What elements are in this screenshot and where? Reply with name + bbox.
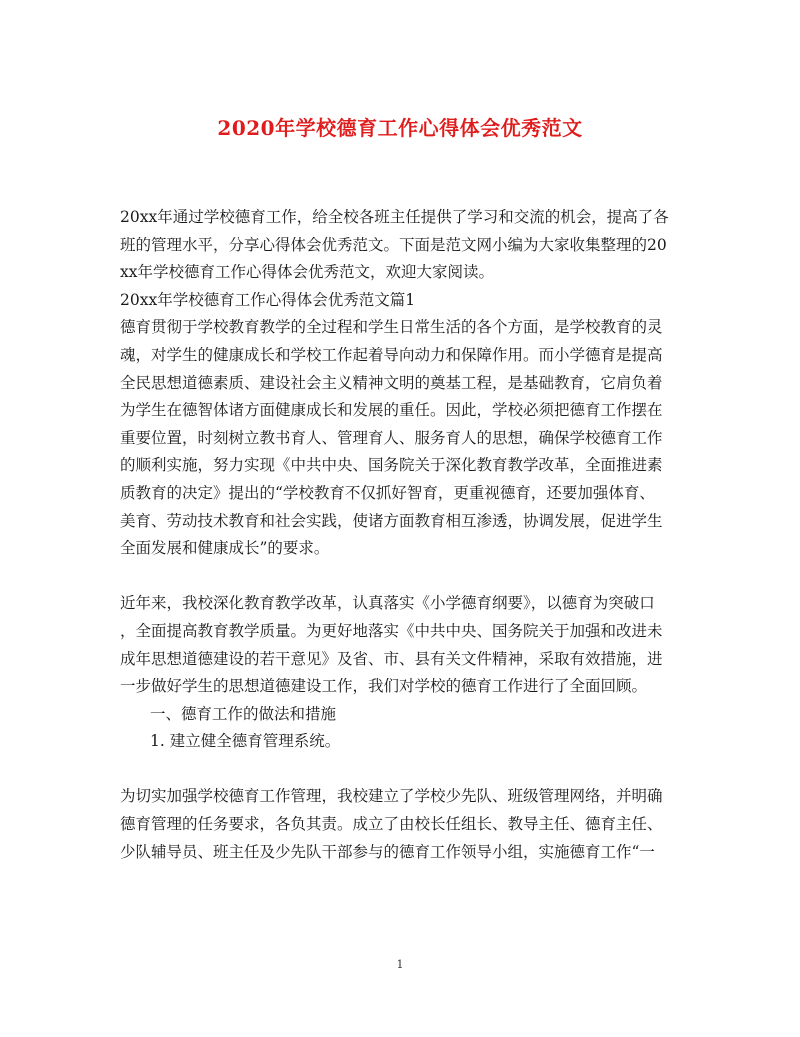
text-line: 班的管理水平，分享心得体会优秀范文。下面是范文网小编为大家收集整理的20 (120, 235, 667, 254)
text-line: 成年思想道德建设的若干意见》及省、市、县有关文件精神，采取有效措施，进 (120, 649, 663, 668)
text-line: 德育管理的任务要求，各负其责。成立了由校长任组长、教导主任、德育主任、 (120, 815, 663, 834)
paragraph-gap (120, 563, 682, 591)
text-line: 一、德育工作的做法和措施 (150, 704, 337, 723)
text-line: 全民思想道德素质、建设社会主义精神文明的奠基工程，是基础教育，它肩负着 (120, 373, 663, 392)
text-line: 1. 建立健全德育管理系统。 (150, 732, 341, 751)
text-line: 重要位置，时刻树立教书育人、管理育人、服务育人的思想，确保学校德育工作 (120, 428, 663, 447)
document-title: 2020年学校德育工作心得体会优秀范文 (217, 116, 583, 140)
text-line: 美育、劳动技术教育和社会实践，使诸方面教育相互渗透，协调发展，促进学生 (120, 511, 663, 530)
text-line: 全面发展和健康成长”的要求。 (120, 539, 330, 558)
paragraph-gap (120, 756, 682, 784)
text-line: 为切实加强学校德育工作管理，我校建立了学校少先队、班级管理网络，并明确 (120, 787, 663, 806)
page-number: 1 (396, 958, 404, 971)
text-line: 一步做好学生的思想道德建设工作，我们对学校的德育工作进行了全面回顾。 (120, 677, 648, 696)
text-line: 少队辅导员、班主任及少先队干部参与的德育工作领导小组，实施德育工作“一 (120, 842, 655, 861)
text-line: xx年学校德育工作心得体会优秀范文，欢迎大家阅读。 (120, 263, 494, 282)
text-line: 德育贯彻于学校教育教学的全过程和学生日常生活的各个方面，是学校教育的灵 (120, 318, 663, 337)
text-line: 近年来，我校深化教育教学改革，认真落实《小学德育纲要》，以德育为突破口 (120, 594, 655, 613)
text-line: 魂，对学生的健康成长和学校工作起着导向动力和保障作用。而小学德育是提高 (120, 345, 663, 364)
text-line: ，全面提高教育教学质量。为更好地落实《中共中央、国务院关于加强和改进未 (120, 621, 663, 640)
text-line: 20xx年学校德育工作心得体会优秀范文篇1 (120, 290, 416, 309)
text-line: 的顺利实施，努力实现《中共中央、国务院关于深化教育教学改革，全面推进素 (120, 456, 663, 475)
text-line: 20xx年通过学校德育工作，给全校各班主任提供了学习和交流的机会，提高了各 (120, 208, 669, 226)
document-body (120, 204, 682, 866)
text-line: 为学生在德智体诸方面健康成长和发展的重任。因此，学校必须把德育工作摆在 (120, 401, 663, 420)
text-line: 质教育的决定》提出的“学校教育不仅抓好智育，更重视德育，还要加强体育、 (120, 483, 655, 502)
